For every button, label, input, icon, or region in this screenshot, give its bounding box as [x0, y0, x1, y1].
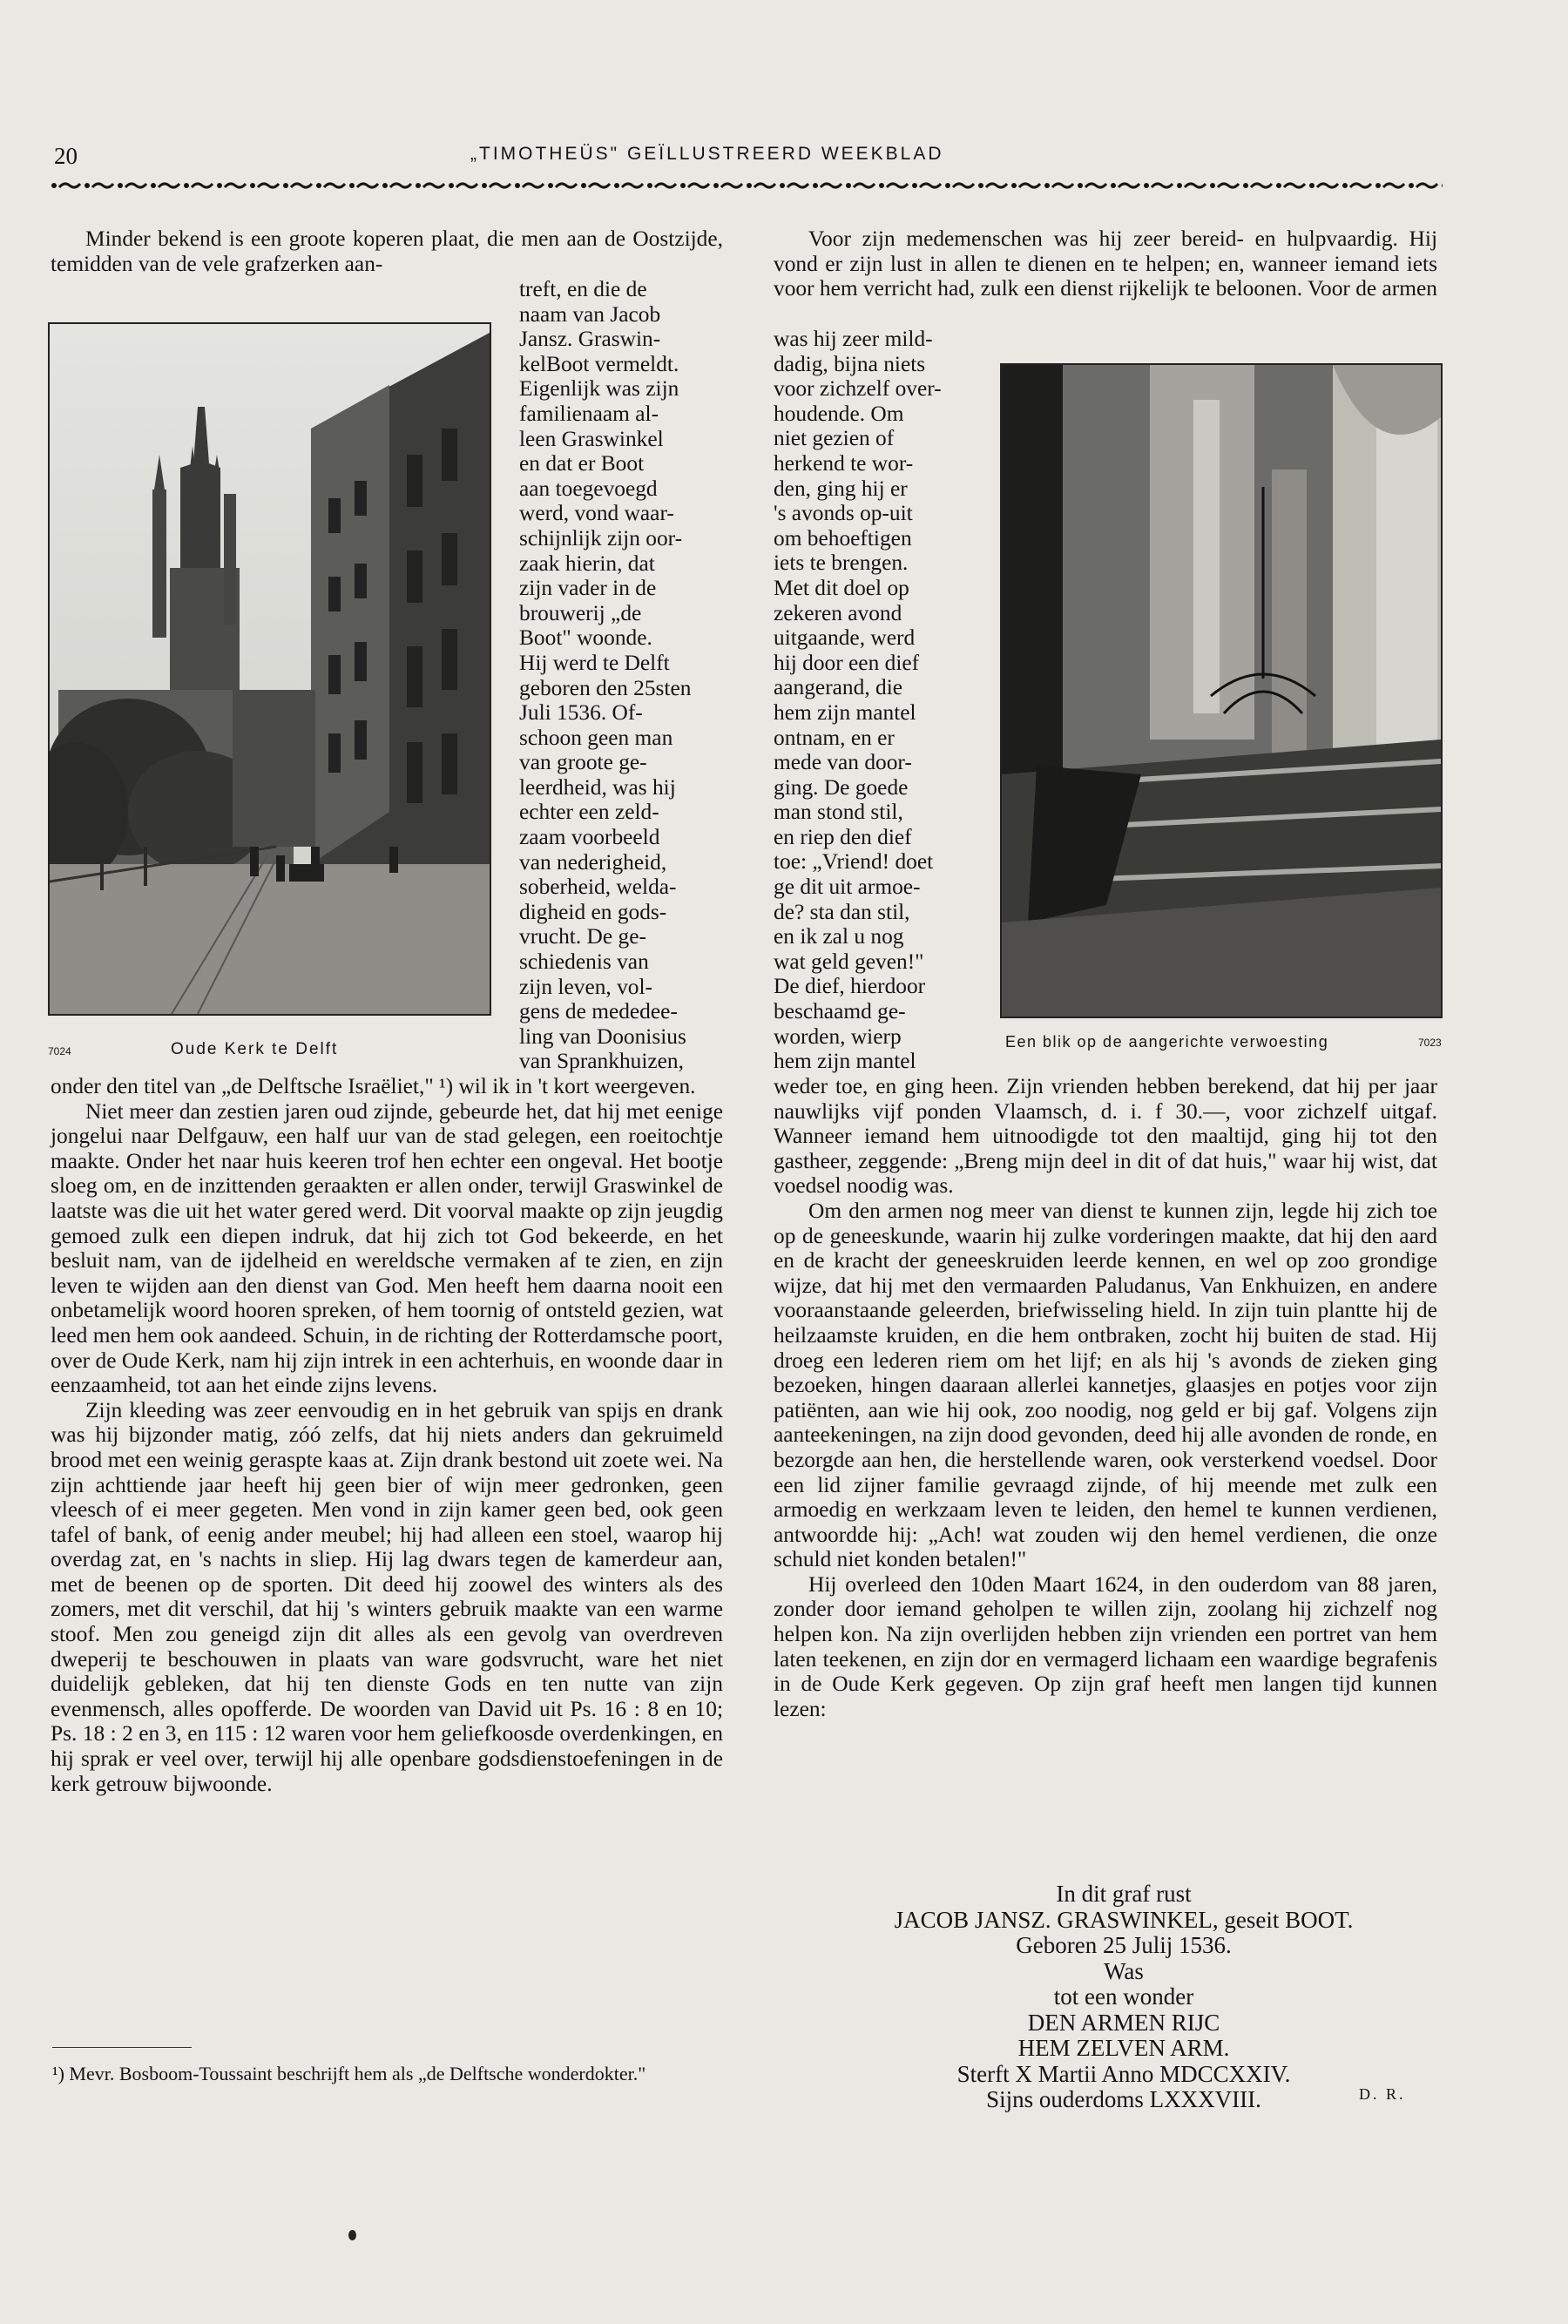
- right-wrap-line: voor zichzelf over-: [774, 376, 942, 402]
- left-wrap-line: werd, vond waar-: [519, 501, 674, 526]
- plate-number-right: 7023: [1418, 1037, 1442, 1049]
- ornament-rule: [51, 179, 1443, 192]
- running-head: „TIMOTHEÜS" GEÏLLUSTREERD WEEKBLAD: [470, 144, 944, 164]
- page-number: 20: [54, 143, 78, 169]
- footnote-rule: [52, 2047, 192, 2048]
- epitaph-line: In dit graf rust: [1056, 1881, 1192, 1907]
- left-wrap-line: naam van Jacob: [519, 301, 661, 327]
- left-wrapped-text: [519, 277, 723, 1074]
- right-wrap-line: wat geld geven!": [774, 949, 924, 974]
- right-wrap-line: en riep den dief: [774, 824, 912, 849]
- author-signature: D. R.: [1359, 2085, 1406, 2103]
- right-wrap-line: ging. De goede: [774, 774, 909, 800]
- epitaph-line: Was: [1104, 1957, 1144, 1984]
- epitaph-line: HEM ZELVEN ARM.: [1017, 2035, 1230, 2061]
- right-wrap-line: herkend te wor-: [774, 450, 914, 476]
- left-wrap-line: leen Graswinkel: [519, 426, 664, 451]
- right-wrap-line: De dief, hierdoor: [774, 974, 926, 999]
- church-interior-illustration: [1002, 365, 1441, 1017]
- right-wrap-line: houdende. Om: [774, 401, 904, 426]
- right-wrap-line: iets te brengen.: [774, 551, 909, 576]
- right-wrap-line: worden, wierp: [774, 1024, 902, 1049]
- epitaph-line: Sterft X Martii Anno MDCCXXIV.: [956, 2060, 1291, 2087]
- right-wrap-line: man stond stil,: [774, 800, 903, 825]
- right-wrap-line: mede van door-: [774, 750, 912, 775]
- left-wrap-line: digheid en gods-: [519, 899, 667, 924]
- epitaph-line: Sijns ouderdoms LXXXVIII.: [986, 2086, 1261, 2112]
- caption-verwoesting: Een blik op de aangerichte verwoesting: [1005, 1033, 1329, 1051]
- right-wrap-line: hem zijn mantel: [774, 699, 916, 725]
- right-wrap-line: 's avonds op-uit: [774, 501, 913, 526]
- left-wrap-line: Eigenlijk was zijn: [519, 376, 679, 402]
- left-wrap-line: echter een zeld-: [519, 800, 659, 825]
- right-wrap-line: beschaamd ge-: [774, 999, 906, 1024]
- left-wrap-line: geboren den 25sten: [519, 675, 692, 700]
- right-wrap-line: toe: „Vriend! doet: [774, 849, 934, 875]
- right-wrap-line: ge dit uit armoe-: [774, 875, 921, 900]
- left-wrap-line: leerdheid, was hij: [519, 774, 676, 800]
- right-wrap-line: Met dit doel op: [774, 575, 909, 600]
- left-wrap-line: schoon geen man: [519, 725, 673, 750]
- right-wrap-line: om behoeftigen: [774, 525, 912, 551]
- right-wrap-line: hem zijn mantel: [774, 1049, 916, 1074]
- left-wrap-line: van groote ge-: [519, 750, 647, 775]
- right-wrap-line: dadig, bijna niets: [774, 351, 926, 376]
- right-wrap-line: aangerand, die: [774, 675, 903, 700]
- left-wrap-line: zaak hierin, dat: [519, 551, 655, 576]
- left-wrap-line: en dat er Boot: [519, 451, 645, 476]
- left-wrap-line: vrucht. De ge-: [519, 924, 646, 949]
- left-opening-paragraph: Minder bekend is een groote koperen plaat, die men aan de Oostzijde, temidden van de vele grafzerken aan-: [51, 226, 723, 276]
- left-wrap-line: schijnlijk zijn oor-: [519, 525, 683, 551]
- left-wrap-line: aan toegevoegd: [519, 476, 658, 501]
- left-wrap-line: ling van Doonisius: [519, 1024, 686, 1049]
- plate-number-left: 7024: [48, 1045, 71, 1057]
- left-wrap-line: gens de mededee-: [519, 999, 678, 1024]
- left-wrap-line: van nederigheid,: [519, 849, 667, 875]
- left-wrap-line: brouwerij „de: [519, 600, 642, 625]
- left-wrap-line: Juli 1536. Of-: [519, 700, 643, 726]
- right-wrap-line: en ik zal u nog: [774, 924, 904, 949]
- epitaph-line: Geboren 25 Julij 1536.: [1016, 1932, 1232, 1958]
- left-wrap-line: schiedenis van: [519, 949, 649, 975]
- right-wrapped-text: [774, 327, 970, 1074]
- right-wrap-line: hij door een dief: [774, 650, 920, 675]
- left-wrap-line: zaam voorbeeld: [519, 825, 660, 850]
- left-wrap-line: familienaam al-: [519, 401, 659, 426]
- ink-spot: [348, 2230, 356, 2240]
- left-wrap-line: zijn vader in de: [519, 576, 657, 601]
- left-wrap-line: Jansz. Graswin-: [519, 327, 661, 352]
- right-continued-text: weder toe, en ging heen. Zijn vrienden hebben berekend, dat hij per jaar nauwlijks vijf ponden Vlaamsch, d. i. f 30.—, voor zichzelf uitgaf. Wanneer iemand hem uitnoodigde tot den maaltijd, ging hij tot den gastheer, zeggende: „Breng mijn deel in dit of dat huis," waar hij wist, dat voedsel noodig was. Om den armen nog meer van dienst te kunnen zijn, legde hij zich toe op de geneeskunde, waarin hij zulke vorderingen maakte, dat hij den aard en de kracht der geneeskruiden leerde kennen, en wel op zoo grondige wijze, dat hij met den vermaarden Paludanus, Van Enkhuizen, en andere vooraanstaande geleerden, briefwisseling hield. In zijn tuin plantte hij de heilzaamste kruiden, en die hem ontbraken, zocht hij buiten de stad. Hij droeg een lederen riem om het lijf; en als hij 's avonds de zieken ging bezoeken, hingen daaraan allerlei kannetjes, glaasjes en potjes voor zijn patiënten, aan wie hij ook, zoo noodig, nog geld er bij gaf. Volgens zijn aanteekeningen, na zijn dood gevonden, deed hij alle avonden de ronde, en bezorgde aan hen, die herstellende waren, ook versterkend voedsel. Door een lid zijner familie gevraagd zijnde, of hij meende met zulk een armoedig en werkzaam leven te leiden, den hemel te kunnen verdienen, antwoordde hij: „Ach! wat zouden wij den hemel verdienen, die onze schuld niet konden betalen!" Hij overleed den 10den Maart 1624, in den ouderdom van 88 jaren, zonder door iemand geholpen te willen zijn, zoolang hij zichzelf nog helpen kon. Na zijn overlijden hebben zijn vrienden een portret van hem laten teekenen, en zijn dor en vermagerd lichaam een waardige begrafenis in de Oude Kerk gegeven. Op zijn graf heeft men langen tijd kunnen lezen:: [774, 1074, 1437, 1721]
- photo-oude-kerk-delft: [48, 322, 491, 1016]
- right-wrap-line: was hij zeer mild-: [774, 327, 933, 351]
- left-wrap-line: Hij werd te Delft: [519, 650, 670, 675]
- epitaph-line: tot een wonder: [1053, 1983, 1194, 2010]
- caption-oude-kerk: Oude Kerk te Delft: [171, 1040, 339, 1058]
- right-wrap-line: de? sta dan stil,: [774, 899, 910, 924]
- left-wrap-line: treft, en die de: [519, 277, 647, 301]
- left-wrap-line: zijn leven, vol-: [519, 974, 653, 999]
- footnote: ¹) Mevr. Bosboom-Toussaint beschrijft hem als „de Delftsche wonderdokter.": [52, 2063, 646, 2084]
- left-wrap-line: Boot" woonde.: [519, 625, 652, 651]
- epitaph-line: JACOB JANSZ. GRASWINKEL, geseit BOOT.: [894, 1906, 1354, 1933]
- right-wrap-line: den, ging hij er: [774, 476, 908, 501]
- right-wrap-line: zekeren avond: [774, 600, 902, 625]
- left-wrap-line: van Sprankhuizen,: [519, 1049, 684, 1074]
- oude-kerk-street-illustration: [50, 324, 490, 1014]
- photo-aangerichte-verwoesting: [1000, 363, 1443, 1018]
- right-opening-paragraph: Voor zijn medemenschen was hij zeer bereid- en hulpvaardig. Hij vond er zijn lust in allen te dienen en te helpen; en, wanneer iemand iets voor hem verricht had, zulk een dienst rijkelijk te beloonen. Voor de armen: [774, 226, 1437, 301]
- left-continued-text: onder den titel van „de Delftsche Israëliet," ¹) wil ik in 't kort weergeven. Niet meer dan zestien jaren oud zijnde, gebeurde het, dat hij met eenige jongelui naar Delfgauw, een half uur van de stad gelegen, een roeitochtje maakte. Onder het naar huis keeren trof hen echter een ongeval. Het bootje sloeg om, en de inzittenden geraakten er allen onder, terwijl Graswinkel de laatste was die uit het water gered werd. Dit voorval maakte op zijn jeugdig gemoed zulk een diepen indruk, dat hij zich tot God bekeerde, en het besluit nam, van de ijdelheid en wereldsche vermaken af te zien, en zijn leven te wijden aan den dienst van God. Men heeft hem daarna nooit een onbetamelijk woord hooren spreken, of hem toornig of ontsteld gezien, wat leed men hem ook aandeed. Schuin, in de richting der Rotterdamsche poort, over de Oude Kerk, nam hij zijn intrek in een achterhuis, en woonde daar in eenzaamheid, tot aan het einde zijns levens. Zijn kleeding was zeer eenvoudig en in het gebruik van spijs en drank was hij bijzonder matig, zóó zelfs, dat hij niets anders dan gekruimeld brood met een weinig geraspte kaas at. Zijn drank bestond uit zoete wei. Na zijn achttiende jaar heeft hij geen bier of wijn meer gedronken, geen vleesch of ei meer gegeten. Men vond in zijn kamer geen bed, ook geen tafel of bank, of eenig ander meubel; hij had alleen een stoel, waarop hij overdag zat, en 's nachts in sliep. Hij lag dwars tegen de kamerdeur aan, met de beenen op de sporten. Dit deed hij zoowel des winters als des zomers, met dit verschil, dat hij 's winters gebruik maakte van een warme stoof. Men zou geneigd zijn dit alles als een gevolg van overdreven dweperij te beschouwen in plaats van ware godsvrucht, ware het niet duidelijk gebleken, dat hij ten dienste Gods en ten nutte van zijn evenmensch, alles opofferde. De woorden van David uit Ps. 16 : 8 en 10; Ps. 18 : 2 en 3, en 115 : 12 waren voor hem geliefkoosde overdenkingen, en hij sprak er veel over, terwijl hij alle openbare godsdienstoefeningen in de kerk getrouw bijwoonde.: [51, 1074, 723, 1796]
- right-wrap-line: ontnam, en er: [774, 725, 895, 750]
- epitaph-line: DEN ARMEN RIJC: [1027, 2009, 1220, 2036]
- right-wrap-line: uitgaande, werd: [774, 625, 916, 651]
- right-wrap-line: niet gezien of: [774, 426, 895, 451]
- left-wrap-line: kelBoot vermeldt.: [519, 351, 679, 376]
- left-wrap-line: soberheid, welda-: [519, 875, 677, 900]
- epitaph-inscription: [767, 1881, 1481, 2113]
